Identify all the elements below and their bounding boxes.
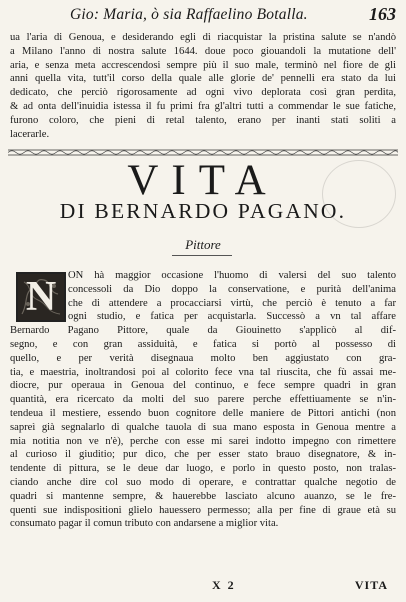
drop-cap-letter: N [25, 274, 57, 320]
ornamental-rule [8, 148, 398, 157]
text-line: ON hà maggior occasione l'huomo di valersi del suo talento [68, 270, 396, 281]
text-line: tendente di pittura, se le deue dar luogo, e porlo in questo posto, non tralas- [10, 463, 396, 475]
text-line: sapreì già segnalarlo di qualche tauola di sua mano esposta in Genoua mentre a [10, 421, 396, 433]
text-line: quenti sue indispositioni glielo hauessero permesso; alla per fine di graue età su [10, 504, 396, 516]
chapter-role: Pittore [185, 237, 221, 252]
catchword: VITA [354, 578, 388, 592]
text-line: quello, e per verità disegnaua molto ben aggiustato con gra- [10, 352, 396, 364]
page-number: 163 [369, 4, 396, 24]
chapter-title: VITA [127, 157, 279, 204]
running-head: Gio: Maria, ò sia Raffaelino Botalla. [70, 6, 308, 23]
text-line: ua l'aria di Genoua, e desiderando egli di riacquistar la pristina salute se n'andò [10, 32, 396, 43]
text-line: a Milano l'anno di nostra salute 1644. doue poco giouandoli la mutatione dell' [10, 45, 396, 57]
text-line: Bernardo Pagano Pittore, quale da Giouinetto s'applicò al dif- [10, 325, 396, 337]
text-line: furono coloro, che pieni di retal talento, erano per inanti stati soliti a [10, 114, 396, 126]
page-header [70, 4, 398, 26]
preceding-paragraph [10, 31, 396, 141]
text-line: segno, e con gran assiduità, e fatica si portò al possesso di [10, 338, 396, 350]
text-line: quantità, era ricercato da molti del suo parere perche effettiuamente se n'in- [10, 394, 396, 406]
text-line: che di attendere a procacciarsi virtù, che perciò è tenuto a far [68, 297, 396, 309]
text-line: anni quella vita, tutt'il corso della quale alle glorie de' pennelli era stato da lui [10, 73, 396, 85]
text-line: tendeua il mestiere, essendo buon cognitore delle maniere de Pittori antichi (non [10, 407, 396, 419]
text-line: concessoli da Dio doppo la conservatione, e purità dell'anima [68, 283, 396, 295]
text-line: tia, e maestria, inoltrandosi poi al colorito fece vna tal riuscita, che fù assai me- [10, 366, 396, 378]
text-line: lacerarle. [10, 128, 50, 140]
text-line: dedicato, che perciò rigorosamente ad ogni vivo deplorata così gran perdita, [10, 87, 396, 99]
text-line: diocre, pur operaua in Genoua del continuo, e fece sempre quadri in gran [10, 380, 396, 392]
role-underline [172, 255, 232, 256]
text-line: mia notitia non ve n'è), perche con esse mi sarei indotto impegno con rimettere [10, 435, 396, 447]
text-line: ogni studio, e fatica per acquistarla. Successò a vn tal affare [68, 311, 396, 323]
biography-text [10, 269, 396, 531]
text-line: consumato pagar il comun tributo con andarsene a miglior vita. [10, 518, 279, 530]
text-line: ciando anche dire col suo modo di operare, e contrattar qualche negotio de [10, 476, 396, 488]
page-footer [0, 578, 406, 598]
signature-mark: X 2 [212, 578, 236, 592]
text-line: & ad onta dell'inuidia istessa il fu primi fra gl'altri tutti a commendar le sue fatiche, [10, 100, 396, 112]
text-line: al curioso il giuditio; pur dico, che per esser stato brauo disegnatore, & in- [10, 449, 396, 461]
chapter-subject: DI BERNARDO PAGANO. [59, 199, 347, 223]
text-line: aria, e senza meta accrescendosi sempre più il suo male, terminò nel fiore de gli [10, 59, 396, 71]
text-line: quadri si mantenne sempre, & hauerebbe lasciato alcuno auanzo, se le fre- [10, 490, 396, 502]
